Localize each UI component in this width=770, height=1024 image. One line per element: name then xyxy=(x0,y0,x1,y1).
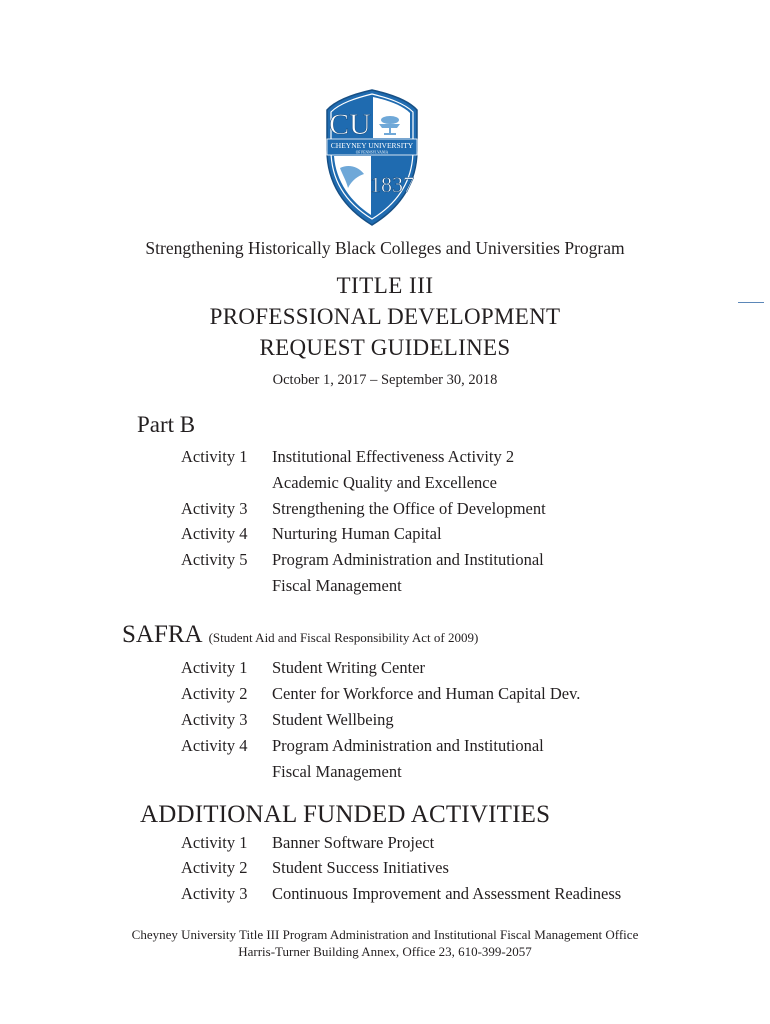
activity-title: Program Administration and Institutional xyxy=(272,550,544,569)
part-b-heading: Part B xyxy=(137,412,196,437)
activity-title: Student Wellbeing xyxy=(272,710,394,729)
activity-continuation: Academic Quality and Excellence xyxy=(272,473,497,492)
cheyney-university-seal-logo xyxy=(324,88,420,228)
list-item xyxy=(181,710,394,736)
activity-label: Activity 2 xyxy=(181,858,248,877)
title-line-2: PROFESSIONAL DEVELOPMENT xyxy=(209,304,561,329)
seal-monogram-text: CU xyxy=(329,108,371,141)
activity-title: Nurturing Human Capital xyxy=(272,524,442,543)
activity-continuation: Fiscal Management xyxy=(272,576,402,595)
activity-label: Activity 1 xyxy=(181,447,248,466)
seal-year-text: 1837 xyxy=(370,172,414,197)
list-item xyxy=(181,499,546,525)
activity-title: Program Administration and Institutional xyxy=(272,736,544,755)
list-item xyxy=(181,833,434,859)
date-range: October 1, 2017 – September 30, 2018 xyxy=(272,372,498,388)
list-item xyxy=(181,550,544,576)
activity-label: Activity 1 xyxy=(181,658,248,677)
program-line: Strengthening Historically Black Colleges and Universities Program xyxy=(145,238,625,258)
title-line-3: REQUEST GUIDELINES xyxy=(259,335,511,360)
activity-title: Student Success Initiatives xyxy=(272,858,449,877)
activity-label: Activity 1 xyxy=(181,833,248,852)
list-item xyxy=(181,684,580,710)
activity-title: Institutional Effectiveness Activity 2 xyxy=(272,447,515,466)
seal-subname-text: OF PENNSYLVANIA xyxy=(355,150,389,155)
safra-note: (Student Aid and Fiscal Responsibility Act of 2009) xyxy=(208,630,479,645)
list-item xyxy=(181,524,442,550)
list-item xyxy=(181,884,621,910)
activity-label: Activity 4 xyxy=(181,524,248,543)
activity-title: Center for Workforce and Human Capital Dev. xyxy=(272,684,581,703)
footer-office-line: Cheyney University Title III Program Administration and Institutional Fiscal Management Office xyxy=(131,927,639,942)
activity-label: Activity 3 xyxy=(181,884,248,903)
activity-title: Strengthening the Office of Development xyxy=(272,499,546,518)
activity-label: Activity 5 xyxy=(181,550,248,569)
activity-title: Student Writing Center xyxy=(272,658,426,677)
activity-title: Continuous Improvement and Assessment Readiness xyxy=(272,884,622,903)
list-item xyxy=(181,658,425,684)
list-item xyxy=(181,858,449,884)
title-line-1: TITLE III xyxy=(336,273,434,298)
activity-label: Activity 3 xyxy=(181,499,248,518)
safra-heading xyxy=(122,621,478,649)
safra-title: SAFRA xyxy=(122,621,203,648)
activity-label: Activity 4 xyxy=(181,736,248,755)
activity-title: Banner Software Project xyxy=(272,833,435,852)
additional-funded-heading: ADDITIONAL FUNDED ACTIVITIES xyxy=(140,801,551,828)
list-item xyxy=(181,736,544,762)
seal-name-text: CHEYNEY UNIVERSITY xyxy=(330,141,414,150)
activity-continuation: Fiscal Management xyxy=(272,762,402,781)
edge-dash-mark xyxy=(738,302,764,303)
footer-address-line: Harris-Turner Building Annex, Office 23, 610-399-2057 xyxy=(238,944,532,959)
activity-label: Activity 2 xyxy=(181,684,248,703)
list-item xyxy=(181,447,514,473)
activity-label: Activity 3 xyxy=(181,710,248,729)
